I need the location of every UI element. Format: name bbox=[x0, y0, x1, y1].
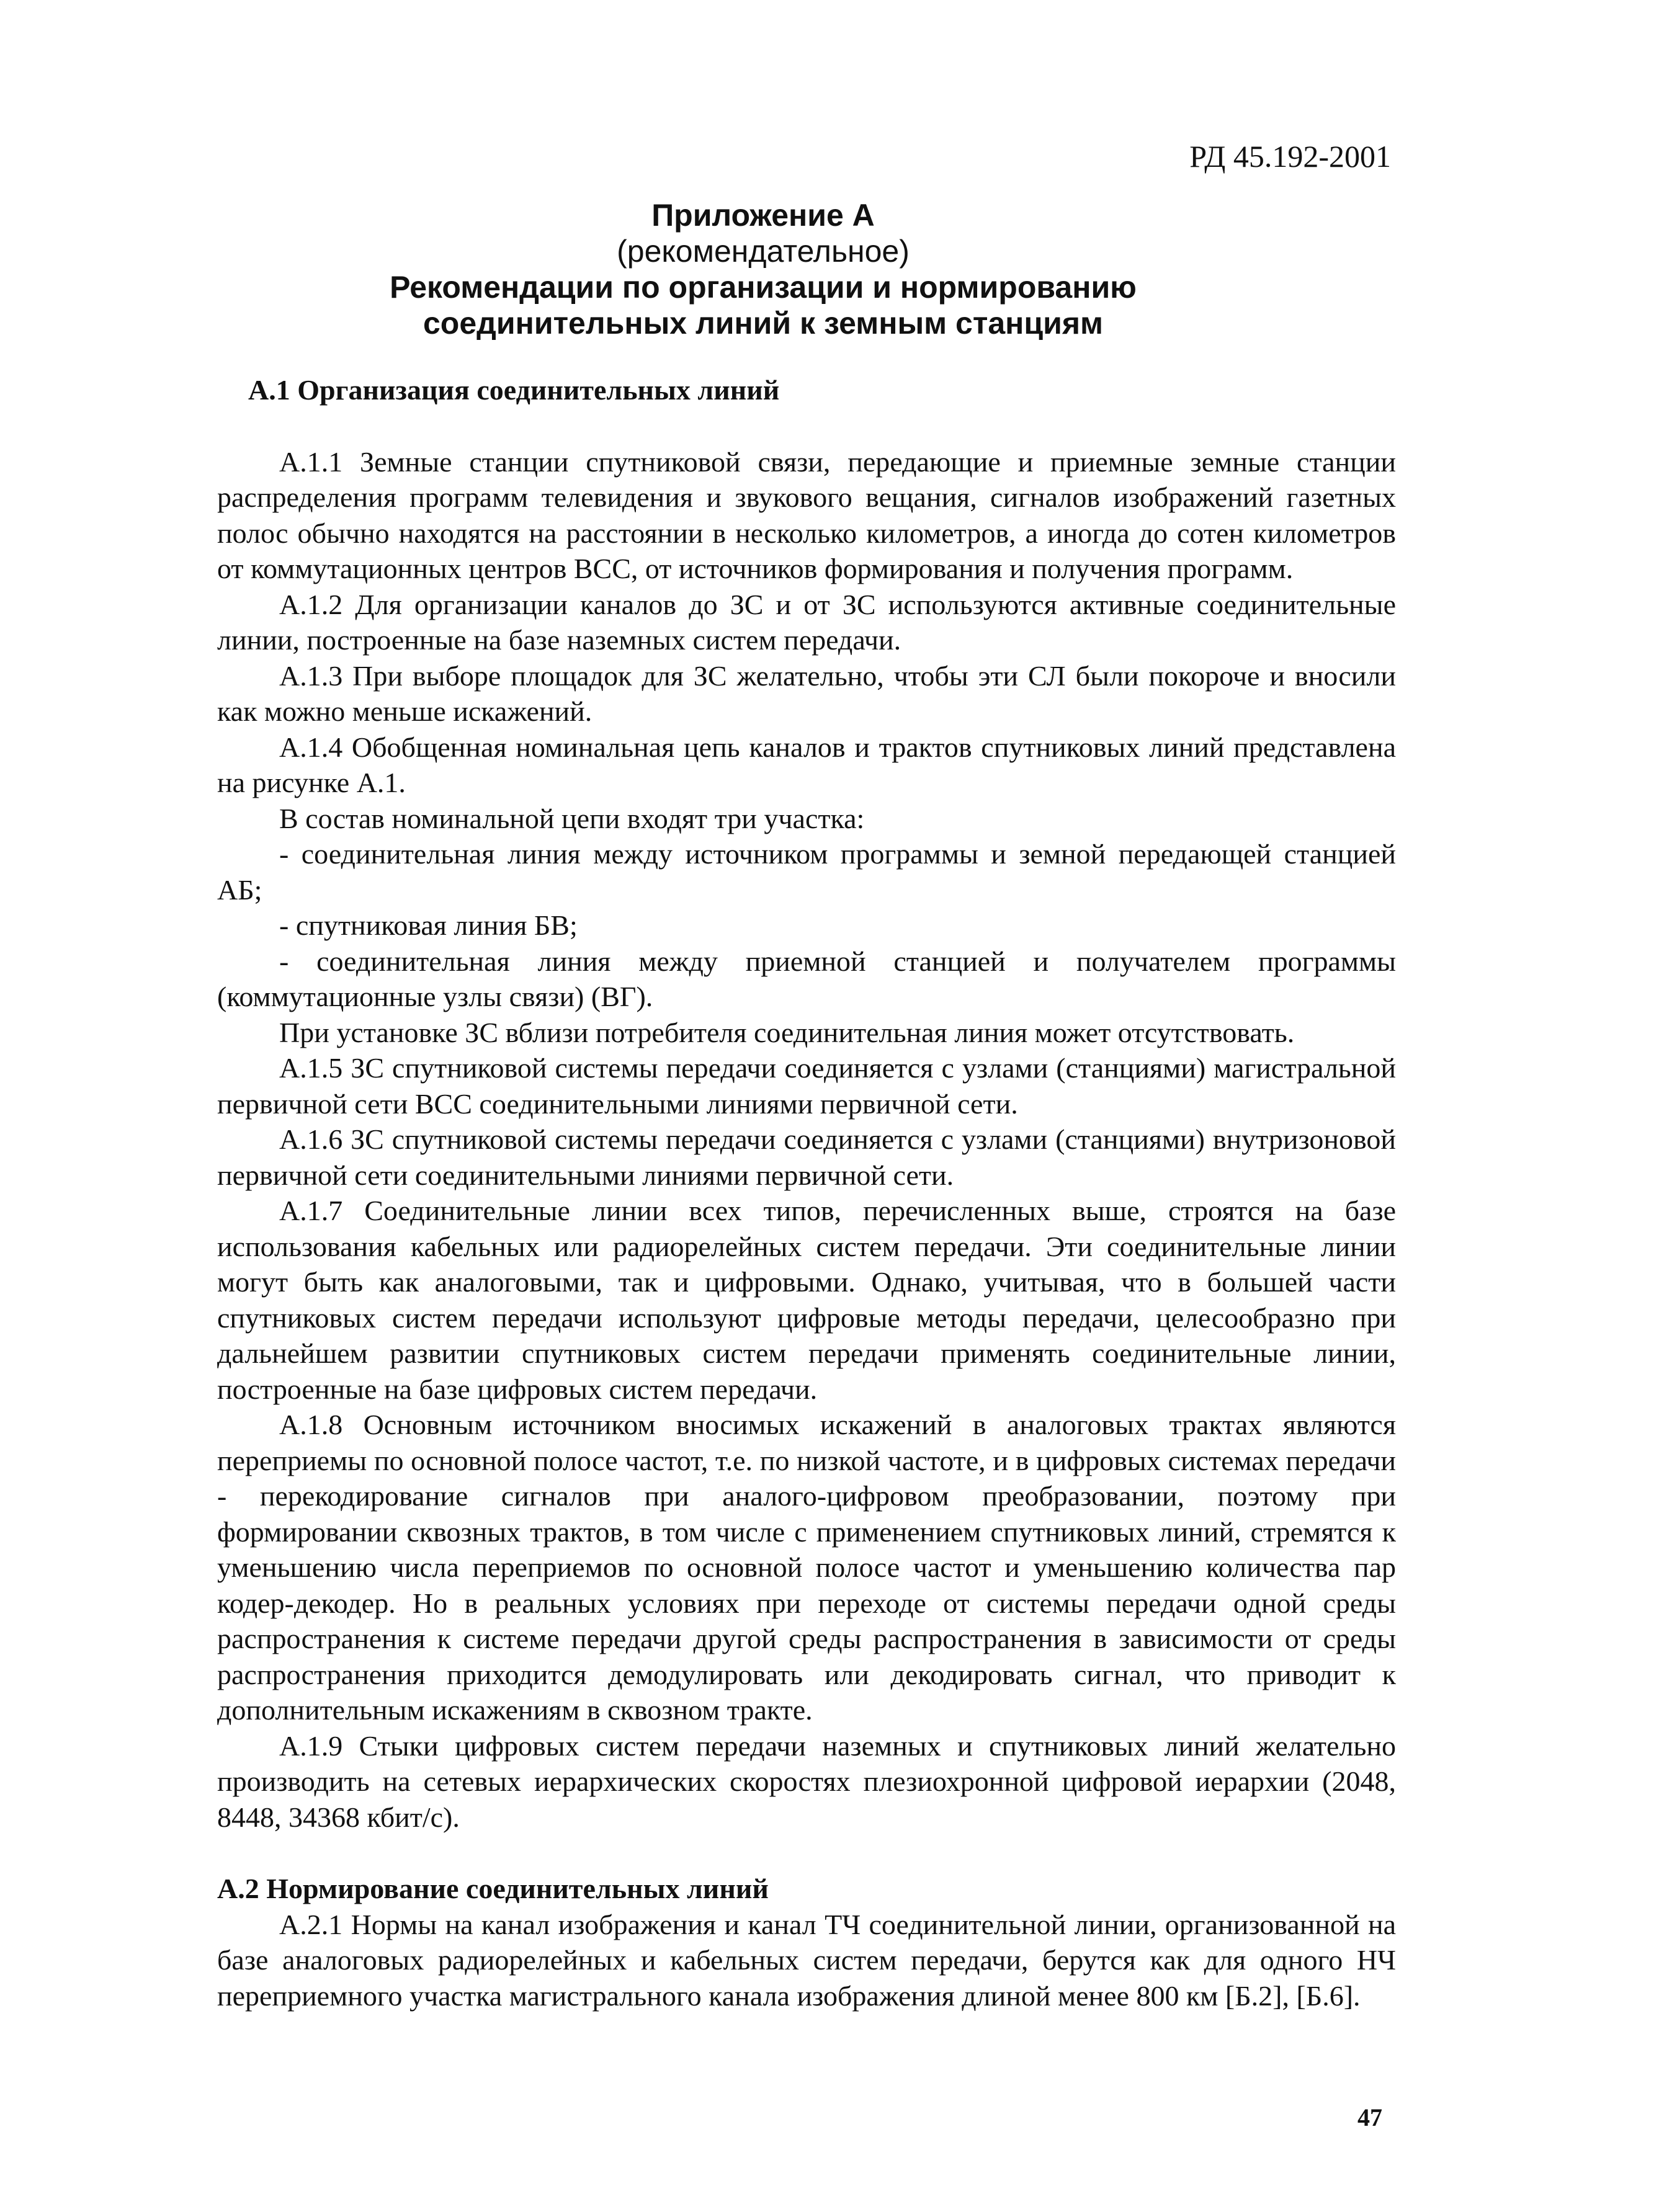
appendix-heading bbox=[310, 197, 1216, 341]
appendix-heading-line-2: соединительных линий к земным станциям bbox=[423, 306, 1103, 341]
paragraph-a1-3: А.1.3 При выборе площадок для ЗС желательно, чтобы эти СЛ были покороче и вносили как можно меньше искажений. bbox=[217, 659, 1396, 727]
list-item-vg: - соединительная линия между приемной станцией и получателем программы (коммутационные узлы связи) (ВГ). bbox=[217, 945, 1396, 1012]
paragraph-a1-2: А.1.2 Для организации каналов до ЗС и от ЗС используются активные соединительные линии, построенные на базе наземных систем передачи. bbox=[217, 588, 1396, 656]
document-code: РД 45.192-2001 bbox=[1189, 139, 1391, 174]
paragraph-note: При установке ЗС вблизи потребителя соединительная линия может отсутствовать. bbox=[279, 1016, 1295, 1048]
appendix-heading-line-1: Рекомендации по организации и нормированию bbox=[390, 270, 1137, 305]
paragraph-chain-intro: В состав номинальной цепи входят три участка: bbox=[279, 802, 865, 834]
paragraph-a1-6: А.1.6 ЗС спутниковой системы передачи соединяется с узлами (станциями) внутризоновой первичной сети соединительными линиями первичной сети. bbox=[217, 1123, 1396, 1191]
paragraph-a1-8: А.1.8 Основным источником вносимых искажений в аналоговых трактах являются переприемы по основной полосе частот, т.е. по низкой частоте, и в цифровых системах передачи - перекодирование сигналов при аналого-цифровом преобразовании, поэтому при формировании сквозных трактов, в том числе с применением спутниковых линий, стремятся к уменьшению числа переприемов по основной полосе частот и уменьшению количества пар кодер-декодер. Но в реальных условиях при переходе от системы передачи одной среды распространения к системе передачи другой среды распространения в зависимости от среды распространения приходится демодулировать или декодировать сигнал, что приводит к дополнительным искажениям в сквозном тракте. bbox=[217, 1409, 1396, 1726]
paragraph-a2-1: А.2.1 Нормы на канал изображения и канал ТЧ соединительной линии, организованной на базе аналоговых радиорелейных и кабельных систем передачи, берутся как для одного НЧ переприемного участка магистрального канала изображения длиной менее 800 км [Б.2], [Б.6]. bbox=[217, 1908, 1396, 2012]
paragraph-a1-1: А.1.1 Земные станции спутниковой связи, передающие и приемные земные станции распределения программ телевидения и звукового вещания, сигналов изображений газетных полос обычно находятся на расстоянии в несколько километров, а иногда до сотен километров от коммутационных центров ВСС, от источников формирования и получения программ. bbox=[217, 445, 1396, 584]
appendix-title: Приложение А bbox=[651, 198, 875, 233]
section-heading-a2: А.2 Нормирование соединительных линий bbox=[217, 1873, 769, 1904]
paragraph-a1-4: А.1.4 Обобщенная номинальная цепь каналов и трактов спутниковых линий представлена на рисунке А.1. bbox=[217, 731, 1396, 798]
list-item-ab: - соединительная линия между источником программы и земной передающей станцией АБ; bbox=[217, 838, 1396, 906]
paragraph-a1-9: А.1.9 Стыки цифровых систем передачи наземных и спутниковых линий желательно производить на сетевых иерархических скоростях плезиохронной цифровой иерархии (2048, 8448, 34368 кбит/с). bbox=[217, 1729, 1396, 1833]
section-heading-a1: А.1 Организация соединительных линий bbox=[248, 374, 780, 406]
page-number: 47 bbox=[1357, 2103, 1382, 2131]
paragraph-a1-7: А.1.7 Соединительные линии всех типов, перечисленных выше, строятся на базе использования кабельных или радиорелейных систем передачи. Эти соединительные линии могут быть как аналоговыми, так и цифровыми. Однако, учитывая, что в большей части спутниковых систем передачи используют цифровые методы передачи, целесообразно при дальнейшем развитии спутниковых систем передачи применять соединительные линии, построенные на базе цифровых систем передачи. bbox=[217, 1195, 1396, 1405]
appendix-type: (рекомендательное) bbox=[617, 234, 910, 269]
paragraph-a1-5: А.1.5 ЗС спутниковой системы передачи соединяется с узлами (станциями) магистральной первичной сети ВСС соединительными линиями первичной сети. bbox=[217, 1052, 1396, 1120]
list-item-bv: - спутниковая линия БВ; bbox=[279, 909, 578, 941]
document-body bbox=[217, 372, 1396, 2014]
